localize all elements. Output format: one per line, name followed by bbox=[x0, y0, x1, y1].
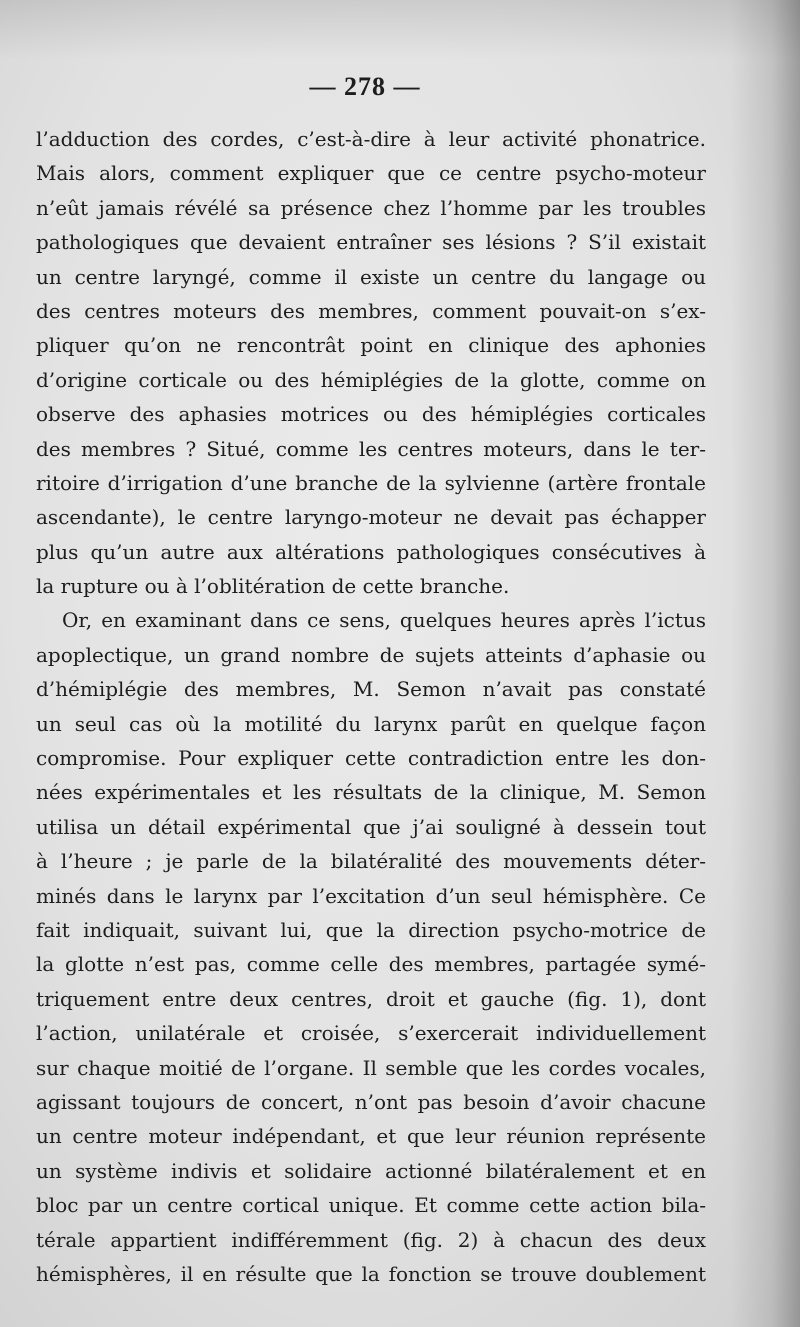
text-line: un système indivis et solidaire actionné bilatéralement et en bbox=[36, 1158, 706, 1183]
text-line: plus qu’un autre aux altérations pathologiques consécutives à bbox=[36, 539, 706, 564]
text-line: minés dans le larynx par l’excitation d’un seul hémisphère. Ce bbox=[36, 883, 706, 908]
text-line: des membres ? Situé, comme les centres moteurs, dans le ter- bbox=[36, 436, 706, 461]
text-line: sur chaque moitié de l’organe. Il semble que les cordes vocales, bbox=[36, 1055, 706, 1080]
text-line: la glotte n’est pas, comme celle des membres, partagée symé- bbox=[36, 952, 706, 977]
text-line: des centres moteurs des membres, comment pouvait-on s’ex- bbox=[36, 298, 706, 323]
text-line: nées expérimentales et les résultats de la clinique, M. Semon bbox=[36, 780, 706, 805]
text-line: d’origine corticale ou des hémiplégies de la glotte, comme on bbox=[36, 367, 706, 392]
text-line: un centre laryngé, comme il existe un centre du langage ou bbox=[36, 264, 706, 289]
text-line: bloc par un centre cortical unique. Et comme cette action bila- bbox=[36, 1193, 706, 1218]
text-line: ritoire d’irrigation d’une branche de la sylvienne (artère frontale bbox=[36, 470, 706, 495]
page-shadow-right bbox=[730, 0, 800, 1327]
text-line: n’eût jamais révélé sa présence chez l’homme par les troubles bbox=[36, 195, 706, 220]
text-line: ascendante), le centre laryngo-moteur ne devait pas échapper bbox=[36, 505, 706, 530]
body-text bbox=[36, 122, 706, 1291]
text-line: utilisa un détail expérimental que j’ai souligné à dessein tout bbox=[36, 814, 706, 839]
text-line: à l’heure ; je parle de la bilatéralité des mouvements déter- bbox=[36, 849, 706, 874]
text-line: fait indiquait, suivant lui, que la direction psycho-motrice de bbox=[36, 917, 706, 942]
page-number: — 278 — bbox=[309, 72, 421, 101]
text-line: térale appartient indifféremment (fig. 2) à chacun des deux bbox=[36, 1227, 706, 1252]
page-shadow-top bbox=[0, 0, 800, 60]
text-line: un centre moteur indépendant, et que leur réunion représente bbox=[36, 1124, 706, 1149]
text-line: d’hémiplégie des membres, M. Semon n’avait pas constaté bbox=[36, 677, 706, 702]
text-line: pathologiques que devaient entraîner ses lésions ? S’il existait bbox=[36, 230, 706, 255]
text-line: l’adduction des cordes, c’est-à-dire à leur activité phonatrice. bbox=[36, 127, 706, 151]
text-line: l’action, unilatérale et croisée, s’exercerait individuellement bbox=[36, 1021, 706, 1046]
text-line: un seul cas où la motilité du larynx parût en quelque façon bbox=[36, 711, 706, 736]
text-line: compromise. Pour expliquer cette contradiction entre les don- bbox=[36, 746, 706, 771]
text-line: pliquer qu’on ne rencontrât point en clinique des aphonies bbox=[36, 333, 706, 358]
text-line: la rupture ou à l’oblitération de cette branche. bbox=[36, 574, 510, 599]
text-line: observe des aphasies motrices ou des hémiplégies corticales bbox=[36, 402, 706, 427]
paragraph-first-line: Or, en examinant dans ce sens, quelques heures après l’ictus bbox=[62, 608, 706, 633]
text-line: triquement entre deux centres, droit et gauche (fig. 1), dont bbox=[36, 986, 706, 1011]
text-line: Mais alors, comment expliquer que ce centre psycho-moteur bbox=[36, 161, 706, 186]
text-line: apoplectique, un grand nombre de sujets atteints d’aphasie ou bbox=[36, 642, 706, 667]
text-line: hémisphères, il en résulte que la fonction se trouve doublement bbox=[36, 1261, 706, 1286]
text-line: agissant toujours de concert, n’ont pas besoin d’avoir chacune bbox=[36, 1089, 706, 1114]
